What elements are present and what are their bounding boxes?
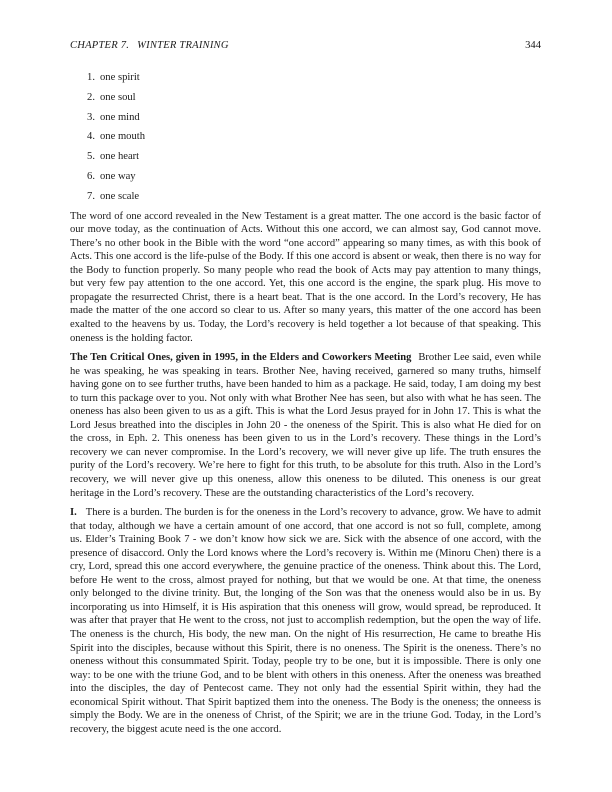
paragraph-text: Brother Lee said, even while he was speaking, he was speaking in tears. Brother Nee, having received, garnered so many truths, himself having gone on to see further truths, have been handed to him as a package. He said, today, I am doing my best to turn this package over to you. Not only with what Brother Nee has seen, but also with what he has seen. The oneness has also been given to us as a gift. This is what the Lord Jesus prayed for in John 17. This is what the Lord Jesus breathed into the disciples in John 20 - the oneness of the Spirit. This is also what He died for on the cross, in Eph. 2. This oneness has been given to us in the Lord’s recovery. These things in the Lord’s recovery we can never compromise. In the Lord’s recovery, we will never give up life. The truth ensures the purity of the Lord’s recovery. We’re here to fight for this truth, to be absolute for this truth. Also in the Lord’s recovery, we will never give up this oneness, allow this oneness to be diluted. This oneness is our great heritage in the Lord’s recovery. These are the outstanding characteristics of the Lord’s recovery. (70, 352, 542, 499)
list-item-text: one way (100, 170, 136, 182)
list-item-number: 4. (87, 131, 95, 143)
roman-numeral-heading: I. (70, 507, 77, 519)
numbered-list (70, 71, 541, 203)
list-item-text: one spirit (100, 72, 140, 83)
list-item-text: one scale (100, 190, 140, 202)
running-header-chapter (70, 39, 229, 52)
body-text (70, 210, 541, 737)
list-item-text: one mind (100, 111, 140, 123)
list-item (85, 190, 541, 203)
running-header (70, 39, 541, 52)
paragraph-text: The word of one accord revealed in the New Testament is a great matter. The one accord is the basic factor of our move today, as the continuation of Acts. Without this one accord, we can almost say, God cannot move. There’s no other book in the Bible with the word “one accord” appearing so many times, as with this book of Acts. This one accord is the life-pulse of the Body. If this one accord is absent or weak, then there is no way for the Body to function properly. So many people who read the book of Acts may pay attention to many things, but very few pay attention to the one accord. Yet, this one accord is the engine, the spark plug. His move to propagate the resurrected Christ, there is a heart beat. That is the one accord. In the Lord’s recovery, He has made the matter of the one accord so clear to us. After so many years, this matter of the one accord has been exalted to the heavens by us. Today, the Lord’s recovery is held together a lot because of that speaking. This oneness is the holding factor. (70, 210, 541, 344)
list-item-text: one mouth (100, 131, 146, 143)
list-item (85, 111, 541, 124)
page-number: 344 (525, 40, 541, 51)
list-item-text: one soul (100, 91, 136, 103)
list-item (85, 130, 541, 143)
paragraph-burden-roman-one (70, 506, 541, 736)
list-item-number: 1. (87, 72, 95, 83)
chapter-label: CHAPTER 7. (70, 40, 130, 51)
list-item (85, 150, 541, 163)
paragraph-one-accord (70, 210, 541, 345)
list-item (85, 71, 541, 84)
list-item-number: 5. (87, 151, 95, 163)
list-item-text: one heart (100, 151, 140, 163)
list-item-number: 2. (87, 91, 95, 103)
paragraph-ten-critical-ones (70, 351, 541, 500)
chapter-title: WINTER TRAINING (137, 40, 229, 51)
paragraph-text: There is a burden. The burden is for the oneness in the Lord’s recovery to advance, grow. We have to admit that today, although we have a certain amount of one accord, that one accord is not so full, complete, among us. Elder’s Training Book 7 - we don’t know how sick we are. Sick with the absence of one accord, with the presence of disaccord. Only the Lord knows where the Lord’s recovery is. Within me (Minoru Chen) there is a cry, Lord, spread this one accord everywhere, the genuine practice of the oneness. Think about this. The Lord, before He went to the cross, almost prayed for nothing, but that we would be one. At that time, the oneness only belonged to the divine trinity. But, the longing of the Son was that the oneness would also be in us. By incorporating us into Himself, it is His aspiration that this oneness will grow, would spread, be reproduced. It was after that prayer that He went to the cross, not just to accomplish redemption, but the open the way of life. The oneness is the church, His body, the new man. On the night of His resurrection, He came to breathe His Spirit into the disciples, because without this Spirit, there is no oneness. The Spirit is the oneness. There’s no oneness without this consummated Spirit. Today, people try to be one, but it is impossible. There is only one way: to be one with the triune God, and to be blent with others in this oneness. After the oneness was breathed into the disciples, the day of Pentecost came. They not only had the essential Spirit within, they had the economical Spirit without. That Spirit baptized them into the oneness. The Body is the oneness; the onneess is simply the Body. We are in the oneness of Christ, of the Spirit; we are in the triune God. Today, in the Lord’s recovery, the biggest acute need is the one accord. (70, 507, 541, 735)
list-item-number: 6. (87, 170, 95, 182)
list-item (85, 170, 541, 183)
run-in-heading: The Ten Critical Ones, given in 1995, in the Elders and Coworkers Meeting (70, 352, 412, 364)
list-item-number: 7. (87, 190, 95, 202)
list-item (85, 91, 541, 104)
list-item-number: 3. (87, 111, 95, 123)
